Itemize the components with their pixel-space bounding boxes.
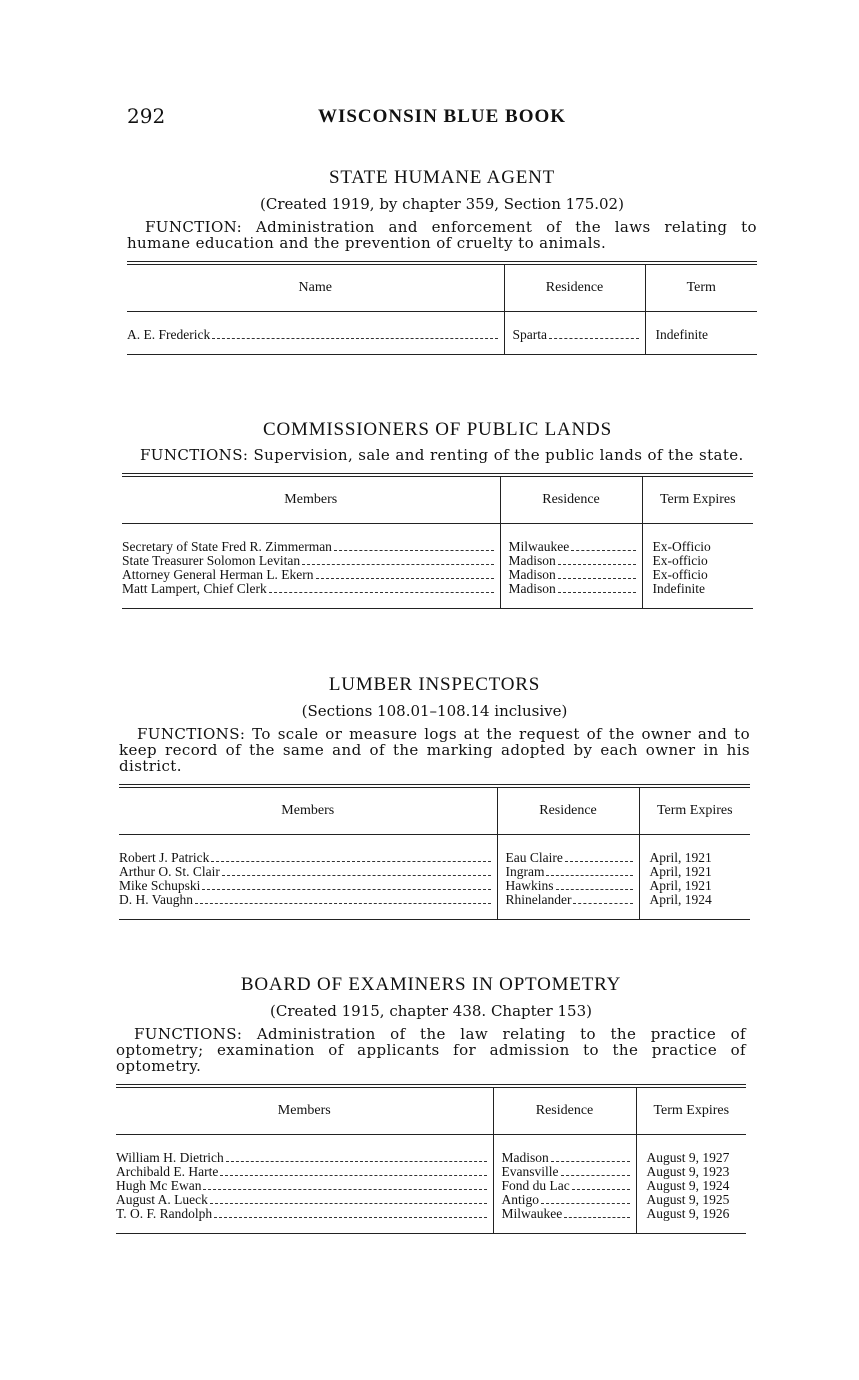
dot-leader — [210, 1203, 487, 1204]
residence-cell — [493, 1207, 636, 1234]
header-residence: Residence — [500, 475, 642, 524]
header-term: Term — [645, 263, 757, 312]
table-row — [119, 835, 750, 866]
term: April, 1921 — [639, 879, 750, 893]
member-name: D. H. Vaughn — [119, 892, 193, 907]
residence-cell — [493, 1135, 636, 1166]
residence: Ingram — [505, 864, 545, 879]
residence-cell — [500, 568, 642, 582]
residence: Antigo — [501, 1192, 540, 1207]
dot-leader — [551, 1161, 630, 1162]
table-row — [119, 865, 750, 879]
member-name: Archibald E. Harte — [116, 1164, 219, 1179]
member-name-cell — [119, 865, 497, 879]
dot-leader — [564, 1217, 629, 1218]
residence-cell — [497, 835, 639, 866]
dot-leader — [214, 1217, 486, 1218]
term: April, 1924 — [639, 893, 750, 920]
member-name: Secretary of State Fred R. Zimmerman — [122, 539, 332, 554]
member-name: Robert J. Patrick — [119, 850, 210, 865]
dot-leader — [572, 1189, 630, 1190]
dot-leader — [203, 1189, 486, 1190]
member-name-cell — [116, 1207, 493, 1234]
table-header-row — [122, 475, 753, 524]
section-function-text: FUNCTION: Administration and enforcement of the laws relating to humane education and the prevention of cruelty to animals. — [127, 218, 757, 252]
header-name: Name — [127, 263, 504, 312]
table-row — [119, 879, 750, 893]
residence-cell — [500, 582, 642, 609]
section-function-text: FUNCTIONS: Supervision, sale and renting of the public lands of the state. — [140, 446, 744, 464]
term: August 9, 1925 — [636, 1193, 746, 1207]
dot-leader — [211, 861, 490, 862]
residence: Evansville — [501, 1164, 559, 1179]
member-name-cell — [116, 1193, 493, 1207]
residence-cell — [500, 554, 642, 568]
term: Ex-officio — [642, 554, 753, 568]
dot-leader — [220, 1175, 486, 1176]
residence: Eau Claire — [505, 850, 563, 865]
header-members: Members — [119, 786, 497, 835]
residence-cell — [504, 312, 645, 355]
table-header-row — [127, 263, 757, 312]
dot-leader — [302, 564, 493, 565]
member-name-cell — [116, 1165, 493, 1179]
table-header-row — [116, 1086, 746, 1135]
roster-table — [122, 473, 753, 609]
table-row — [119, 893, 750, 920]
dot-leader — [573, 903, 632, 904]
dot-leader — [316, 578, 494, 579]
residence-cell — [497, 893, 639, 920]
header-term-expires: Term Expires — [636, 1086, 746, 1135]
term: August 9, 1926 — [636, 1207, 746, 1234]
section-lumber-inspectors — [119, 674, 750, 920]
section-title: BOARD OF EXAMINERS IN OPTOMETRY — [240, 974, 622, 995]
page-number: 292 — [127, 104, 166, 128]
dot-leader — [558, 592, 636, 593]
table-row — [116, 1179, 746, 1193]
table-row — [122, 568, 753, 582]
member-name-cell — [119, 835, 497, 866]
header-residence: Residence — [504, 263, 645, 312]
table-header-row — [119, 786, 750, 835]
member-name: T. O. F. Randolph — [116, 1206, 213, 1221]
dot-leader — [556, 889, 633, 890]
term: Indefinite — [642, 582, 753, 609]
header-term-expires: Term Expires — [642, 475, 753, 524]
section-title: STATE HUMANE AGENT — [328, 167, 556, 188]
member-name-cell — [116, 1135, 493, 1166]
residence: Milwaukee — [508, 539, 570, 554]
roster-table — [116, 1084, 746, 1234]
dot-leader — [558, 578, 636, 579]
section-state-humane-agent — [127, 167, 757, 355]
table-row — [116, 1207, 746, 1234]
member-name: Mike Schupski — [119, 878, 201, 893]
member-name-cell — [122, 554, 500, 568]
member-name: Hugh Mc Ewan — [116, 1178, 202, 1193]
residence: Madison — [508, 567, 556, 582]
dot-leader — [222, 875, 491, 876]
table-row — [122, 582, 753, 609]
section-subtitle: (Created 1915, chapter 438. Chapter 153) — [270, 1002, 592, 1020]
term: Indefinite — [645, 312, 757, 355]
section-title: LUMBER INSPECTORS — [328, 674, 541, 695]
header-residence: Residence — [493, 1086, 636, 1135]
residence: Rhinelander — [505, 892, 572, 907]
member-name: August A. Lueck — [116, 1192, 208, 1207]
residence-cell — [493, 1193, 636, 1207]
residence-cell — [497, 865, 639, 879]
residence: Madison — [508, 553, 556, 568]
section-function-text: FUNCTIONS: To scale or measure logs at the request of the owner and to keep record of the same and of the marking adopted by each owner in his district. — [119, 725, 750, 775]
member-name-cell — [122, 582, 500, 609]
table-row — [116, 1165, 746, 1179]
dot-leader — [571, 550, 635, 551]
member-name: State Treasurer Solomon Levitan — [122, 553, 301, 568]
member-name: A. E. Frederick — [127, 327, 211, 342]
residence: Madison — [501, 1150, 549, 1165]
residence: Hawkins — [505, 878, 554, 893]
table-row — [127, 312, 757, 355]
header-residence: Residence — [497, 786, 639, 835]
member-name-cell — [127, 312, 504, 355]
term: August 9, 1923 — [636, 1165, 746, 1179]
dot-leader — [541, 1203, 629, 1204]
member-name: William H. Dietrich — [116, 1150, 224, 1165]
dot-leader — [202, 889, 490, 890]
dot-leader — [269, 592, 494, 593]
residence: Fond du Lac — [501, 1178, 570, 1193]
section-subtitle: (Sections 108.01–108.14 inclusive) — [301, 702, 568, 720]
section-function-text: FUNCTIONS: Administration of the law relating to the practice of optometry; examination of applicants for admission to the practice of optometry. — [116, 1025, 746, 1075]
member-name: Attorney General Herman L. Ekern — [122, 567, 314, 582]
dot-leader — [226, 1161, 487, 1162]
dot-leader — [195, 903, 491, 904]
residence: Milwaukee — [501, 1206, 563, 1221]
section-subtitle: (Created 1919, by chapter 359, Section 175.02) — [260, 195, 624, 213]
residence-cell — [497, 879, 639, 893]
residence-cell — [493, 1165, 636, 1179]
member-name-cell — [119, 879, 497, 893]
header-members: Members — [122, 475, 500, 524]
table-row — [122, 554, 753, 568]
page-header — [127, 104, 757, 134]
member-name-cell — [116, 1179, 493, 1193]
table-row — [116, 1193, 746, 1207]
dot-leader — [546, 875, 632, 876]
section-title: COMMISSIONERS OF PUBLIC LANDS — [263, 419, 612, 440]
dot-leader — [558, 564, 636, 565]
section-board-of-examiners-in-optometry — [116, 974, 746, 1234]
member-name: Arthur O. St. Clair — [119, 864, 220, 879]
running-title: WISCONSIN BLUE BOOK — [317, 106, 567, 127]
term: August 9, 1927 — [636, 1135, 746, 1166]
dot-leader — [334, 550, 494, 551]
section-commissioners-of-public-lands — [122, 419, 753, 609]
roster-table — [127, 261, 757, 355]
dot-leader — [561, 1175, 630, 1176]
term: April, 1921 — [639, 835, 750, 866]
term: Ex-Officio — [642, 524, 753, 555]
residence-cell — [493, 1179, 636, 1193]
term: August 9, 1924 — [636, 1179, 746, 1193]
dot-leader — [212, 338, 497, 339]
residence-cell — [500, 524, 642, 555]
term: Ex-officio — [642, 568, 753, 582]
member-name-cell — [122, 568, 500, 582]
dot-leader — [565, 861, 633, 862]
header-members: Members — [116, 1086, 493, 1135]
residence: Sparta — [512, 327, 547, 342]
member-name-cell — [122, 524, 500, 555]
member-name-cell — [119, 893, 497, 920]
table-row — [122, 524, 753, 555]
residence: Madison — [508, 581, 556, 596]
term: April, 1921 — [639, 865, 750, 879]
dot-leader — [549, 338, 639, 339]
header-term-expires: Term Expires — [639, 786, 750, 835]
roster-table — [119, 784, 750, 920]
member-name: Matt Lampert, Chief Clerk — [122, 581, 267, 596]
table-row — [116, 1135, 746, 1166]
